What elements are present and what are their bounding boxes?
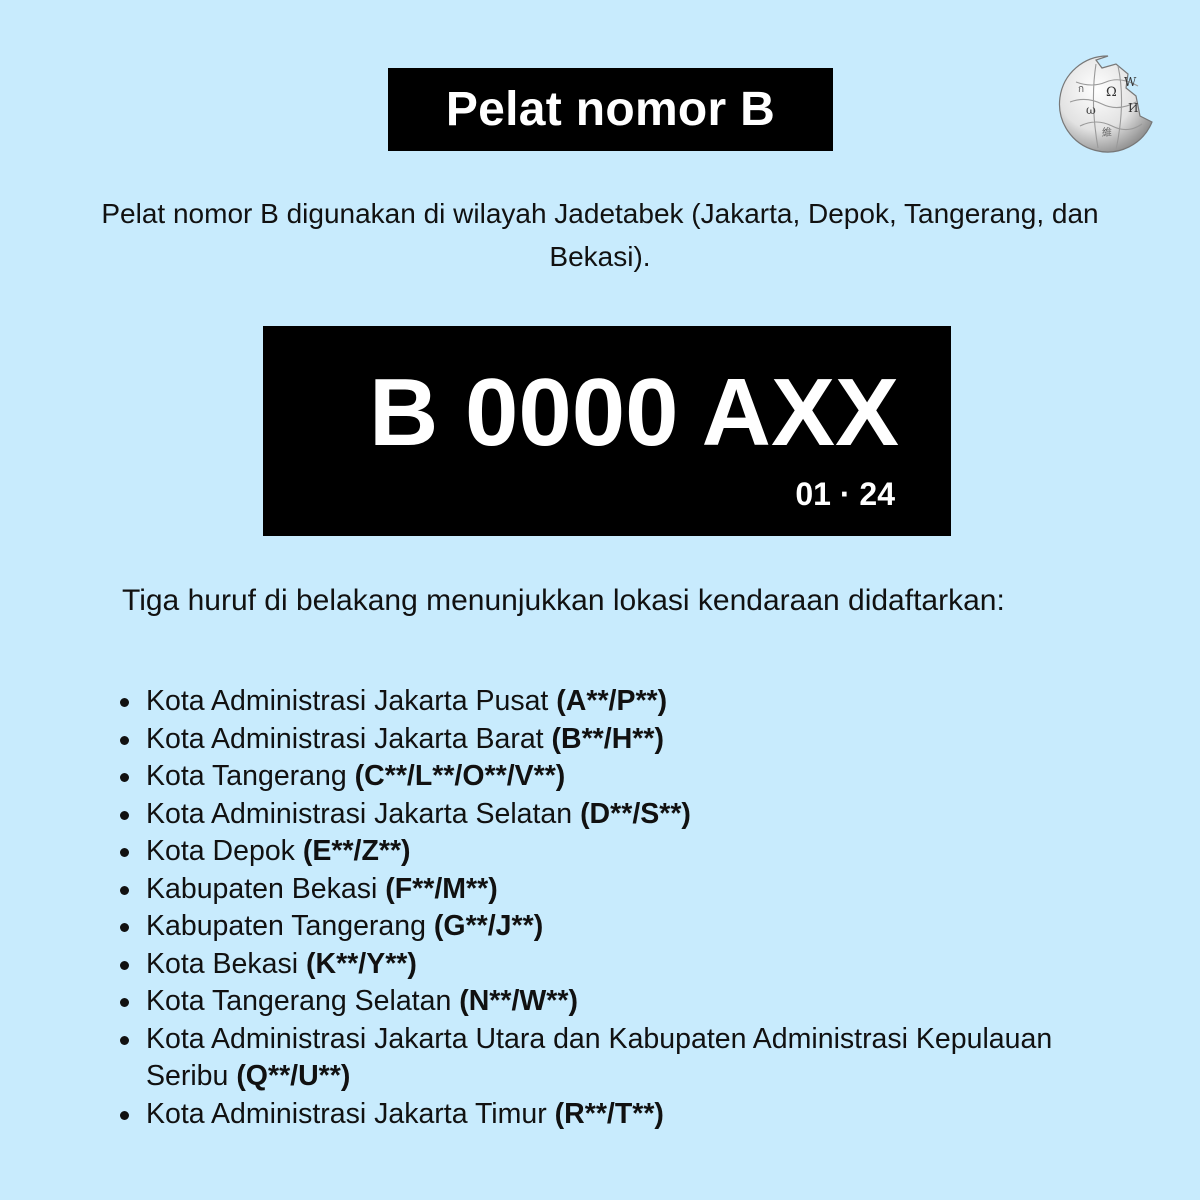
- svg-text:W: W: [1124, 75, 1137, 89]
- plate-date: 01 · 24: [795, 476, 895, 512]
- region-code: (N**/W**): [459, 985, 578, 1017]
- region-name: Kota Tangerang Selatan: [146, 985, 460, 1017]
- page-title: Pelat nomor B: [388, 68, 833, 151]
- list-item: [120, 1096, 1120, 1134]
- region-name: Kota Administrasi Jakarta Selatan: [146, 797, 581, 830]
- region-code: (C**/L**/O**/V**): [354, 760, 566, 792]
- region-code: (B**/H**): [551, 722, 664, 755]
- region-name: Kota Bekasi: [146, 947, 307, 980]
- list-item: [120, 683, 1120, 721]
- list-item: [120, 796, 1120, 834]
- bullet-icon: [120, 773, 129, 782]
- bullet-icon: [120, 886, 129, 895]
- list-item: [120, 983, 1120, 1021]
- license-plate: [263, 326, 951, 536]
- region-code: (D**/S**): [580, 797, 691, 830]
- bullet-icon: [120, 923, 129, 932]
- region-code: (R**/T**): [554, 1097, 664, 1130]
- region-list: [120, 683, 1120, 1133]
- list-item: [120, 721, 1120, 759]
- svg-text:維: 維: [1102, 128, 1112, 139]
- plate-number: B 0000 AXX: [368, 359, 899, 466]
- svg-text:Ω: Ω: [1106, 85, 1117, 100]
- region-name: Kota Administrasi Jakarta Utara dan Kabupaten Administrasi Kepulauan Seribu: [146, 1022, 1053, 1092]
- wikipedia-globe-icon: [1056, 52, 1160, 156]
- region-code: (K**/Y**): [306, 947, 417, 980]
- bullet-icon: [120, 736, 129, 745]
- region-name: Kota Tangerang: [146, 760, 355, 792]
- region-code: (Q**/U**): [236, 1060, 351, 1092]
- region-code: (F**/M**): [385, 872, 498, 905]
- svg-text:ω: ω: [1086, 103, 1096, 117]
- region-name: Kota Administrasi Jakarta Timur: [146, 1097, 555, 1130]
- list-item: [120, 946, 1120, 984]
- bullet-icon: [120, 848, 129, 857]
- region-code: (G**/J**): [433, 910, 544, 942]
- bullet-icon: [120, 998, 129, 1007]
- region-code: (E**/Z**): [302, 835, 411, 867]
- bullet-icon: [120, 1111, 129, 1120]
- list-item: [120, 833, 1120, 871]
- list-item: [120, 1021, 1120, 1096]
- list-item: [120, 908, 1120, 946]
- region-code: (A**/P**): [556, 685, 668, 717]
- bullet-icon: [120, 1036, 129, 1045]
- svg-text:И: И: [1128, 101, 1139, 115]
- list-item: [120, 758, 1120, 796]
- region-name: Kabupaten Tangerang: [146, 910, 434, 942]
- bullet-icon: [120, 961, 129, 970]
- region-name: Kota Depok: [146, 835, 303, 867]
- intro-text: Pelat nomor B digunakan di wilayah Jadetabek (Jakarta, Depok, Tangerang, dan Bekasi).: [101, 198, 1099, 272]
- bullet-icon: [120, 698, 129, 707]
- lead-text: Tiga huruf di belakang menunjukkan lokasi kendaraan didaftarkan:: [122, 584, 1005, 617]
- bullet-icon: [120, 811, 129, 820]
- svg-text:ก: ก: [1078, 84, 1085, 95]
- region-name: Kota Administrasi Jakarta Barat: [146, 722, 552, 755]
- region-name: Kota Administrasi Jakarta Pusat: [146, 685, 557, 717]
- region-name: Kabupaten Bekasi: [146, 872, 386, 905]
- list-item: [120, 871, 1120, 909]
